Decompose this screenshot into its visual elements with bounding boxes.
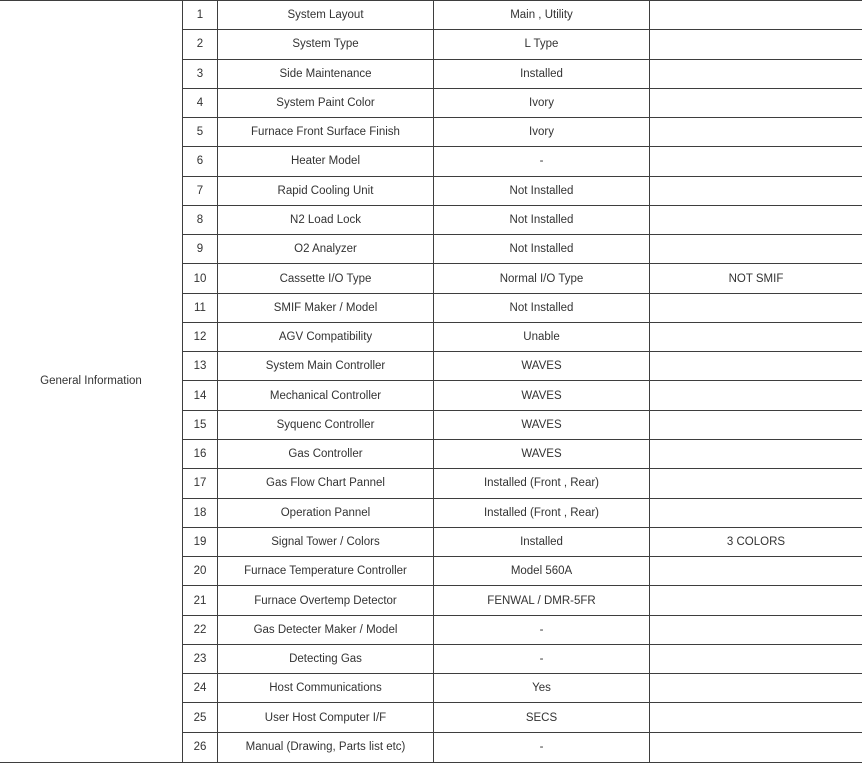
row-4-value-cell: Ivory: [434, 89, 650, 118]
row-16-value-cell: WAVES: [434, 440, 650, 469]
row-2-num-cell: 2: [183, 30, 218, 59]
row-15-item-cell: Syquenc Controller: [218, 411, 434, 440]
row-23-value-cell: -: [434, 645, 650, 674]
row-13-item-cell: System Main Controller: [218, 352, 434, 381]
row-4-note-cell: [650, 89, 862, 118]
row-24-num-cell: 24: [183, 674, 218, 703]
row-20-value-cell: Model 560A: [434, 557, 650, 586]
row-5-value-cell: Ivory: [434, 118, 650, 147]
row-7-value-cell: Not Installed: [434, 177, 650, 206]
row-10-note-cell: NOT SMIF: [650, 264, 862, 293]
row-5-note-cell: [650, 118, 862, 147]
row-11-num-cell: 11: [183, 294, 218, 323]
row-10-item-cell: Cassette I/O Type: [218, 264, 434, 293]
row-25-item-cell: User Host Computer I/F: [218, 703, 434, 732]
row-3-item-cell: Side Maintenance: [218, 60, 434, 89]
row-4-num-cell: 4: [183, 89, 218, 118]
row-6-num-cell: 6: [183, 147, 218, 176]
row-9-item-cell: O2 Analyzer: [218, 235, 434, 264]
row-22-note-cell: [650, 616, 862, 645]
row-4-item-cell: System Paint Color: [218, 89, 434, 118]
row-26-item-cell: Manual (Drawing, Parts list etc): [218, 733, 434, 762]
row-15-note-cell: [650, 411, 862, 440]
row-1-item-cell: System Layout: [218, 1, 434, 30]
row-24-value-cell: Yes: [434, 674, 650, 703]
row-22-item-cell: Gas Detecter Maker / Model: [218, 616, 434, 645]
row-9-num-cell: 9: [183, 235, 218, 264]
row-15-value-cell: WAVES: [434, 411, 650, 440]
row-19-value-cell: Installed: [434, 528, 650, 557]
row-23-item-cell: Detecting Gas: [218, 645, 434, 674]
row-11-note-cell: [650, 294, 862, 323]
row-6-item-cell: Heater Model: [218, 147, 434, 176]
row-5-num-cell: 5: [183, 118, 218, 147]
row-14-note-cell: [650, 381, 862, 410]
row-11-item-cell: SMIF Maker / Model: [218, 294, 434, 323]
row-24-note-cell: [650, 674, 862, 703]
row-2-note-cell: [650, 30, 862, 59]
row-18-item-cell: Operation Pannel: [218, 499, 434, 528]
row-3-value-cell: Installed: [434, 60, 650, 89]
row-8-note-cell: [650, 206, 862, 235]
row-17-num-cell: 17: [183, 469, 218, 498]
row-8-num-cell: 8: [183, 206, 218, 235]
row-26-note-cell: [650, 733, 862, 762]
row-3-note-cell: [650, 60, 862, 89]
row-11-value-cell: Not Installed: [434, 294, 650, 323]
row-2-item-cell: System Type: [218, 30, 434, 59]
row-1-num-cell: 1: [183, 1, 218, 30]
row-14-value-cell: WAVES: [434, 381, 650, 410]
row-5-item-cell: Furnace Front Surface Finish: [218, 118, 434, 147]
row-1-note-cell: [650, 1, 862, 30]
row-8-item-cell: N2 Load Lock: [218, 206, 434, 235]
row-7-item-cell: Rapid Cooling Unit: [218, 177, 434, 206]
row-9-value-cell: Not Installed: [434, 235, 650, 264]
row-16-item-cell: Gas Controller: [218, 440, 434, 469]
row-23-note-cell: [650, 645, 862, 674]
row-20-note-cell: [650, 557, 862, 586]
row-18-value-cell: Installed (Front , Rear): [434, 499, 650, 528]
row-2-value-cell: L Type: [434, 30, 650, 59]
row-26-num-cell: 26: [183, 733, 218, 762]
row-17-item-cell: Gas Flow Chart Pannel: [218, 469, 434, 498]
row-16-num-cell: 16: [183, 440, 218, 469]
row-12-note-cell: [650, 323, 862, 352]
row-3-num-cell: 3: [183, 60, 218, 89]
row-12-value-cell: Unable: [434, 323, 650, 352]
row-16-note-cell: [650, 440, 862, 469]
row-23-num-cell: 23: [183, 645, 218, 674]
row-12-item-cell: AGV Compatibility: [218, 323, 434, 352]
row-13-note-cell: [650, 352, 862, 381]
row-25-num-cell: 25: [183, 703, 218, 732]
row-19-note-cell: 3 COLORS: [650, 528, 862, 557]
row-22-num-cell: 22: [183, 616, 218, 645]
row-18-num-cell: 18: [183, 499, 218, 528]
row-13-value-cell: WAVES: [434, 352, 650, 381]
row-6-value-cell: -: [434, 147, 650, 176]
row-25-value-cell: SECS: [434, 703, 650, 732]
row-19-item-cell: Signal Tower / Colors: [218, 528, 434, 557]
row-14-num-cell: 14: [183, 381, 218, 410]
row-21-item-cell: Furnace Overtemp Detector: [218, 586, 434, 615]
row-17-value-cell: Installed (Front , Rear): [434, 469, 650, 498]
row-20-item-cell: Furnace Temperature Controller: [218, 557, 434, 586]
row-21-num-cell: 21: [183, 586, 218, 615]
row-13-num-cell: 13: [183, 352, 218, 381]
row-20-num-cell: 20: [183, 557, 218, 586]
group-label: General Information: [0, 1, 183, 762]
row-24-item-cell: Host Communications: [218, 674, 434, 703]
row-7-note-cell: [650, 177, 862, 206]
row-6-note-cell: [650, 147, 862, 176]
row-12-num-cell: 12: [183, 323, 218, 352]
row-22-value-cell: -: [434, 616, 650, 645]
row-17-note-cell: [650, 469, 862, 498]
row-14-item-cell: Mechanical Controller: [218, 381, 434, 410]
row-26-value-cell: -: [434, 733, 650, 762]
row-15-num-cell: 15: [183, 411, 218, 440]
row-21-note-cell: [650, 586, 862, 615]
row-7-num-cell: 7: [183, 177, 218, 206]
row-8-value-cell: Not Installed: [434, 206, 650, 235]
row-10-num-cell: 10: [183, 264, 218, 293]
row-25-note-cell: [650, 703, 862, 732]
row-9-note-cell: [650, 235, 862, 264]
row-18-note-cell: [650, 499, 862, 528]
row-1-value-cell: Main , Utility: [434, 1, 650, 30]
row-19-num-cell: 19: [183, 528, 218, 557]
row-10-value-cell: Normal I/O Type: [434, 264, 650, 293]
row-21-value-cell: FENWAL / DMR-5FR: [434, 586, 650, 615]
